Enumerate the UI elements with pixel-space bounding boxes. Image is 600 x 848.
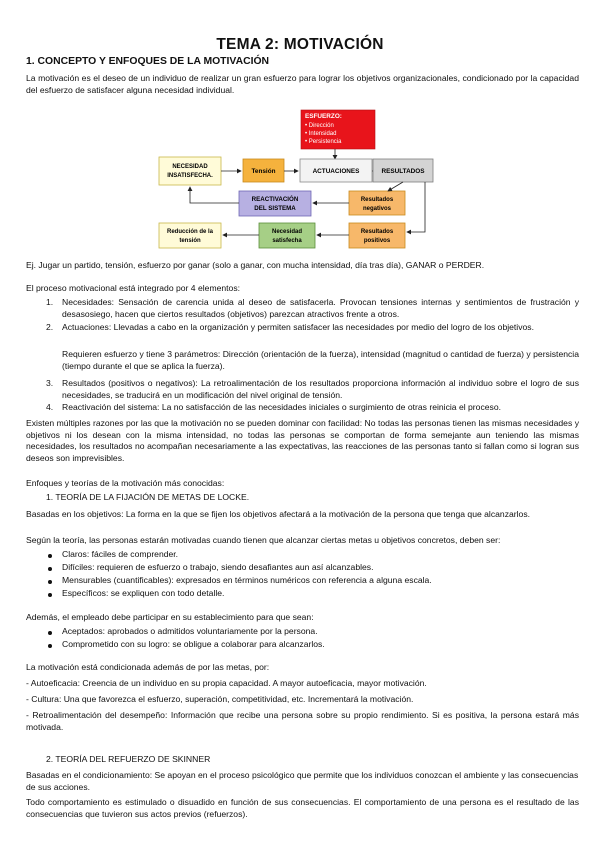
condition-item: - Retroalimentación del desempeño: Información que recibe una persona sobre su propio rendimiento. Si es positiva, la persona estará más motivada. [26, 710, 579, 732]
tension-label: Tensión [251, 168, 276, 175]
participation-intro: Además, el empleado debe participar en su establecimiento para que sean: [26, 612, 314, 622]
list-number: 1. [46, 297, 54, 307]
esfuerzo-title: ESFUERZO: [305, 113, 342, 120]
esfuerzo-item: • Persistencia [305, 139, 342, 145]
theory2-basis: Basadas en el condicionamiento: Se apoyan en el proceso psicológico que permite que los individuos conozcan el ambiente y las consecuencias de sus acciones. [26, 770, 579, 792]
theory2-heading: 2. TEORÍA DEL REFUERZO DE SKINNER [46, 754, 211, 764]
participation-item: Aceptados: aprobados o admitidos voluntariamente por la persona. [62, 626, 318, 636]
reduccion-tension-box [159, 223, 221, 248]
reactivacion-label: DEL SISTEMA [254, 205, 296, 212]
example-paragraph: Ej. Jugar un partido, tensión, esfuerzo por ganar (solo a ganar, con mucha intensidad, día tras día), GANAR o PERDER. [26, 260, 485, 270]
list-number: 3. [46, 378, 54, 388]
necesidad-satisfecha-box [259, 223, 315, 248]
goal-trait-item: Específicos: se expliquen con todo detalle. [62, 588, 225, 598]
list-number: 2. [46, 322, 54, 332]
necesidad-label: NECESIDAD [172, 164, 208, 170]
list-item-actuaciones-detail: Requieren esfuerzo y tiene 3 parámetros: Dirección (orientación de la fuerza), intensidad (magnitud o cantidad de fuerza) y persistencia (tiempo durante el que se aplica la fuerza). [62, 349, 579, 371]
list-item-necesidades: Necesidades: Sensación de carencia unida al deseo de satisfacerla. Provocan tensiones internas y sentimientos de frustración y desasosiego, hacen que ciertos resultados (objetivos) parezcan atractivos frente a otros. [62, 297, 579, 319]
participation-item: Comprometido con su logro: se obligue a colaborar para alcanzarlos. [62, 639, 325, 649]
resultados-positivos-label: positivos [363, 238, 391, 244]
list-item-actuaciones: Actuaciones: Llevadas a cabo en la organización y permiten satisfacer las necesidades por medio del logro de los objetivos. [62, 322, 534, 332]
bullet-dot [48, 567, 52, 571]
arrow [388, 182, 403, 191]
list-number: 4. [46, 402, 54, 412]
reduccion-tension-label: tensión [179, 238, 201, 244]
esfuerzo-item: • Dirección [305, 123, 334, 129]
reactivacion-box [239, 191, 311, 216]
bullet-dot [48, 644, 52, 648]
resultados-negativos-label: Resultados [360, 197, 394, 203]
condition-item: - Cultura: Una que favorezca el esfuerzo, superación, competitividad, etc. Incrementará la motivación. [26, 694, 414, 704]
theory1-heading: 1. TEORÍA DE LA FIJACIÓN DE METAS DE LOCKE. [46, 492, 250, 502]
resultados-label: RESULTADOS [381, 168, 425, 175]
bullet-dot [48, 631, 52, 635]
reasons-paragraph: Existen múltiples razones por las que la motivación no se pueden dominar con facilidad: No todas las personas tienen las mismas necesidades y objetivos ni los desean con la misma intensidad, no todas las personas se comportan de forma semejante aun teniendo las mismas necesidades, los resultados no acompañan necesariamente a las expectativas, las reacciones de las personas tanto si fallan como si logran sus deseos son imprevisibles. [26, 418, 579, 463]
conditioned-intro: La motivación está condicionada además de por las metas, por: [26, 662, 270, 672]
arrow [407, 182, 425, 232]
theory1-basis: Basadas en los objetivos: La forma en la que se fijen los objetivos afectará a la motivación de la persona que tenga que alcanzarlos. [26, 509, 531, 519]
motivation-process-diagram [150, 107, 435, 253]
goal-trait-item: Mensurables (cuantificables): expresados en términos numéricos con referencia a alguna escala. [62, 575, 432, 585]
resultados-positivos-box [349, 223, 405, 248]
section-heading-concepto: 1. CONCEPTO Y ENFOQUES DE LA MOTIVACIÓN [26, 56, 270, 67]
theory1-intro: Según la teoría, las personas estarán motivadas cuando tienen que alcanzar ciertas metas u objetivos concretos, deben ser: [26, 535, 501, 545]
list-item-resultados: Resultados (positivos o negativos): La retroalimentación de los resultados proporciona información al individuo sobre el logro de sus necesidades, se traducirá en un modificación del nivel original de tensión. [62, 378, 579, 400]
condition-item: - Autoeficacia: Creencia de un individuo en su propia capacidad. A mayor autoeficacia, mayor motivación. [26, 678, 427, 688]
bullet-dot [48, 593, 52, 597]
necesidad-satisfecha-label: satisfecha [272, 238, 302, 244]
list-item-reactivacion: Reactivación del sistema: La no satisfacción de las necesidades iniciales o surgimiento de otras reinicia el proceso. [62, 402, 501, 412]
actuaciones-label: ACTUACIONES [312, 168, 360, 175]
bullet-dot [48, 580, 52, 584]
goal-trait-item: Difíciles: requieren de esfuerzo o trabajo, siendo desafiantes aun así alcanzables. [62, 562, 374, 572]
page-title: TEMA 2: MOTIVACIÓN [216, 36, 384, 53]
resultados-negativos-label: negativos [362, 206, 392, 212]
reduccion-tension-label: Reducción de la [166, 229, 214, 235]
theory2-text: Todo comportamiento es estimulado o disuadido en función de sus consecuencias. El comportamiento de una persona es el resultado de las consecuencias que tuvieron sus actos previos (refuerzos). [26, 797, 579, 819]
resultados-positivos-label: Resultados [360, 229, 394, 235]
necesidad-satisfecha-label: Necesidad [271, 229, 303, 235]
goal-trait-item: Claros: fáciles de comprender. [62, 549, 179, 559]
reactivacion-label: REACTIVACIÓN [251, 196, 299, 203]
enfoques-intro: Enfoques y teorías de la motivación más conocidas: [26, 478, 225, 488]
intro-paragraph: La motivación es el deseo de un individuo de realizar un gran esfuerzo para lograr los objetivos organizacionales, condicionado por la capacidad del esfuerzo de satisfacer alguna necesidad individual. [26, 73, 579, 95]
necesidad-insatisfecha-box [159, 157, 221, 185]
bullet-dot [48, 554, 52, 558]
esfuerzo-item: • Intensidad [305, 131, 337, 137]
arrow [190, 187, 239, 203]
process-intro: El proceso motivacional está integrado por 4 elementos: [26, 283, 241, 293]
necesidad-label: INSATISFECHA. [167, 173, 213, 179]
